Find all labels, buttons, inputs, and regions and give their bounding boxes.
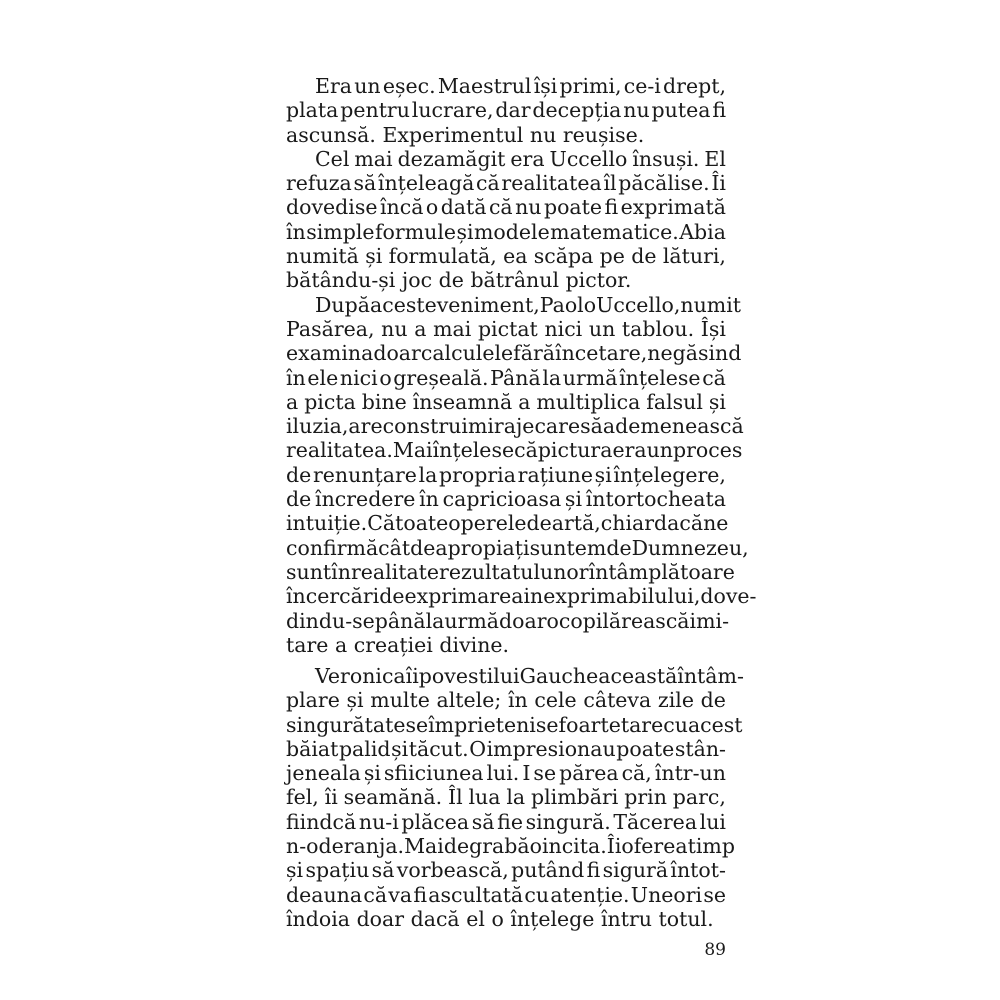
text-line: n-o deranja. Mai degrabă o incita. Îi oferea timp [286, 834, 735, 859]
text-line: iluzia, a reconstrui miraje care să ademenească [286, 414, 744, 439]
text-line: singurătate se împrietenise foarte tare cu acest [286, 712, 743, 737]
text-line: de încredere în capricioasa și întortocheata [286, 487, 726, 512]
text-line: ascunsă. Experimentul nu reușise. [286, 122, 645, 147]
paragraph [286, 292, 757, 657]
text-line: examina doar calculele fără încetare, negăsind [286, 341, 742, 366]
text-line: sunt în realitate rezultatul unor întâmplătoare [286, 559, 735, 584]
text-line: și spațiu să vorbească, putând fi sigură întot- [286, 858, 726, 883]
paragraph [286, 74, 726, 147]
text-line: Cel mai dezamăgit era Uccello însuși. El [315, 146, 726, 171]
text-line: în ele nici o greșeală. Până la urmă înțelese că [286, 365, 726, 390]
text-line: confirmă cât de apropiați suntem de Dumnezeu, [286, 535, 749, 560]
text-line: dovedise încă o dată că nu poate fi exprimată [286, 195, 726, 220]
text-line: jeneala și sfiiciunea lui. I se părea că, într-un [286, 761, 726, 786]
text-line: numită și formulată, ea scăpa pe de lături, [286, 244, 726, 269]
text-line: bătându-și joc de bătrânul pictor. [286, 268, 632, 293]
text-line: dindu-se până la urmă doar o copilărească imi- [286, 608, 730, 633]
text-line: băiat palid și tăcut. O impresionau poate stân- [286, 736, 726, 761]
page-number: 89 [704, 940, 726, 960]
paragraph [286, 664, 744, 931]
text-line: intuiție. Că toate operele de artă, chiar dacă ne [286, 511, 729, 536]
text-line: a picta bine înseamnă a multiplica falsul și [286, 389, 726, 414]
text-line: refuza să înțeleagă că realitatea îl păcălise. Îi [286, 171, 726, 196]
text-line: încercări de exprimare a inexprimabilului, dove- [286, 584, 757, 609]
text-line: Pasărea, nu a mai pictat nici un tablou. Își [286, 316, 726, 341]
text-line: deauna că va fi ascultată cu atenție. Uneori se [286, 882, 726, 907]
text-line: realitatea. Mai înțelese că pictura era un proces [286, 438, 743, 463]
text-line: în simple formule și modele matematice. Abia [286, 219, 726, 244]
text-line: plare și multe altele; în cele câteva zile de [286, 688, 726, 713]
text-line: tare a creației divine. [286, 632, 510, 657]
text-line: de renunțare la propria rațiune și înțelegere, [286, 462, 726, 487]
text-line: Veronica îi povesti lui Gauche această întâm- [315, 664, 744, 688]
text-line: După acest eveniment, Paolo Uccello, numit [315, 292, 742, 317]
text-section-uccello [286, 74, 757, 657]
text-line: Era un eșec. Maestrul își primi, ce-i drept, [315, 74, 726, 98]
text-line: îndoia doar dacă el o înțelege întru totul. [286, 906, 714, 931]
text-line: fel, îi seamănă. Îl lua la plimbări prin parc, [286, 785, 726, 810]
text-line: plata pentru lucrare, dar decepția nu putea fi [286, 98, 726, 123]
paragraph [286, 147, 726, 293]
text-line: fiindcă nu-i plăcea să fie singură. Tăcerea lui [286, 809, 726, 834]
text-section-veronica [286, 664, 744, 931]
